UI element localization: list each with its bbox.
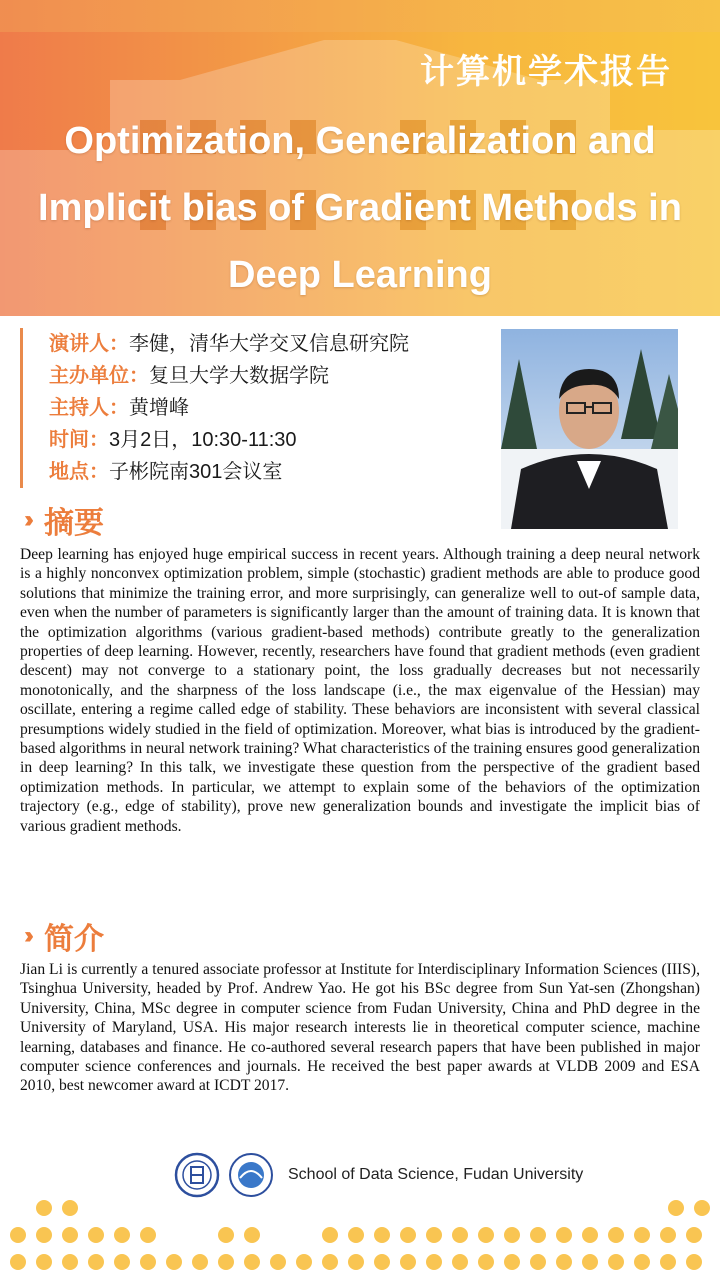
info-label: 主持人： — [49, 397, 129, 419]
info-row-time — [49, 424, 490, 456]
decor-dot — [400, 1254, 416, 1270]
decor-dot — [36, 1227, 52, 1243]
decor-dot — [582, 1254, 598, 1270]
decor-dot — [634, 1254, 650, 1270]
decor-dot — [218, 1254, 234, 1270]
decor-dot — [660, 1254, 676, 1270]
decor-dot — [426, 1254, 442, 1270]
fudan-university-logo — [174, 1152, 220, 1198]
event-info — [20, 328, 490, 488]
info-value: 3月2日，10:30-11:30 — [109, 429, 297, 451]
info-row-host — [49, 392, 490, 424]
decor-dot — [504, 1227, 520, 1243]
info-label: 演讲人： — [49, 333, 129, 355]
decor-dot — [348, 1227, 364, 1243]
decor-dot — [426, 1227, 442, 1243]
info-value: 复旦大学大数据学院 — [149, 365, 329, 387]
decor-dot — [322, 1254, 338, 1270]
decor-dot — [88, 1227, 104, 1243]
decor-dot — [62, 1200, 78, 1216]
info-row-location — [49, 456, 490, 488]
speaker-photo — [501, 329, 678, 529]
bio-text: Jian Li is currently a tenured associate professor at Institute for Interdisciplinary Information Sciences (IIIS), Tsinghua University, headed by Prof. Andrew Yao. He got his BSc degree from Sun Yat-sen (Zhongshan) University, China, MSc degree in computer science from Fudan University, China and PhD degree in the University of Maryland, USA. His major research interests lie in theoretical computer science, machine learning, databases and finance. He co-authored several research papers that have been published in major computer science conferences and journals. He received the best paper awards at VLDB 2009 and ESA 2010, best newcomer award at ICDT 2017. — [20, 961, 700, 1095]
decor-dot — [660, 1227, 676, 1243]
decor-dot — [140, 1227, 156, 1243]
decor-dot — [244, 1254, 260, 1270]
abstract-heading — [24, 500, 104, 540]
decor-dot — [478, 1227, 494, 1243]
data-science-school-logo — [228, 1152, 274, 1198]
event-category: 计算机学术报告 — [420, 53, 672, 91]
info-label: 时间： — [49, 429, 109, 451]
decor-dot — [88, 1254, 104, 1270]
header-banner — [0, 0, 720, 316]
double-chevron-icon: ›› — [24, 506, 28, 533]
decorative-dots — [0, 1195, 720, 1281]
decor-dot — [10, 1254, 26, 1270]
decor-dot — [686, 1254, 702, 1270]
decor-dot — [322, 1227, 338, 1243]
bio-title: 简介 — [43, 923, 104, 956]
decor-dot — [296, 1254, 312, 1270]
decor-dot — [530, 1227, 546, 1243]
decor-dot — [166, 1254, 182, 1270]
decor-dot — [452, 1227, 468, 1243]
bio-heading — [24, 916, 104, 956]
decor-dot — [218, 1227, 234, 1243]
info-value: 黄增峰 — [129, 397, 189, 419]
info-label: 主办单位： — [49, 365, 149, 387]
decor-dot — [114, 1227, 130, 1243]
decor-dot — [668, 1200, 684, 1216]
school-name: School of Data Science, Fudan University — [288, 1166, 584, 1183]
decor-dot — [62, 1227, 78, 1243]
decor-dot — [114, 1254, 130, 1270]
footer — [174, 1150, 583, 1200]
decor-dot — [374, 1254, 390, 1270]
decor-dot — [694, 1200, 710, 1216]
decor-dot — [608, 1227, 624, 1243]
decor-dot — [36, 1200, 52, 1216]
info-value: 李健，清华大学交叉信息研究院 — [129, 333, 409, 355]
decor-dot — [62, 1254, 78, 1270]
decor-dot — [686, 1227, 702, 1243]
decor-dot — [582, 1227, 598, 1243]
decor-dot — [504, 1254, 520, 1270]
decor-dot — [348, 1254, 364, 1270]
info-label: 地点： — [49, 461, 109, 483]
abstract-text: Deep learning has enjoyed huge empirical success in recent years. Although training a deep neural network is a highly nonconvex optimization problem, simple (stochastic) gradient methods are able to produce good solutions that minimize the training error, and more surprisingly, can generalize well to out-of sample data, even when the number of parameters is significantly larger than the amount of training data. It is known that the optimization algorithms (various gradient-based methods) contribute greatly to the generalization properties of deep learning. However, recently, researchers have found that gradient methods (even gradient descent) may not converge to a stationary point, the loss gradually decreases but not necessarily monotonically, and the sharpness of the loss landscape (i.e., the max eigenvalue of the Hessian) may oscillate, entering a regime called edge of stability. These behaviors are inconsistent with several classical presumptions widely studied in the field of optimization. Moreover, what bias is introduced by the gradient-based algorithms in neural network training? What characteristics of the training ensures good generalization in deep learning? In this talk, we investigate these question from the perspective of the gradient based optimization methods. In particular, we attempt to explain some of the behaviors of the optimization trajectory (e.g., edge of stability), prove new generalization bounds and investigate the implicit bias of various gradient methods. — [20, 546, 700, 835]
decor-dot — [452, 1254, 468, 1270]
decor-dot — [244, 1227, 260, 1243]
info-row-organizer — [49, 360, 490, 392]
decor-dot — [556, 1254, 572, 1270]
decor-dot — [140, 1254, 156, 1270]
abstract-title: 摘要 — [43, 507, 104, 540]
decor-dot — [400, 1227, 416, 1243]
info-row-speaker — [49, 328, 490, 360]
decor-dot — [374, 1227, 390, 1243]
decor-dot — [530, 1254, 546, 1270]
info-value: 子彬院南301会议室 — [109, 461, 283, 483]
banner-top-strip — [0, 0, 720, 32]
decor-dot — [634, 1227, 650, 1243]
decor-dot — [478, 1254, 494, 1270]
double-chevron-icon: ›› — [24, 922, 28, 949]
decor-dot — [270, 1254, 286, 1270]
decor-dot — [608, 1254, 624, 1270]
decor-dot — [10, 1227, 26, 1243]
decor-dot — [556, 1227, 572, 1243]
decor-dot — [192, 1254, 208, 1270]
talk-title: Optimization, Generalization and Implicit bias of Gradient Methods in Deep Learning — [38, 120, 682, 296]
decor-dot — [36, 1254, 52, 1270]
